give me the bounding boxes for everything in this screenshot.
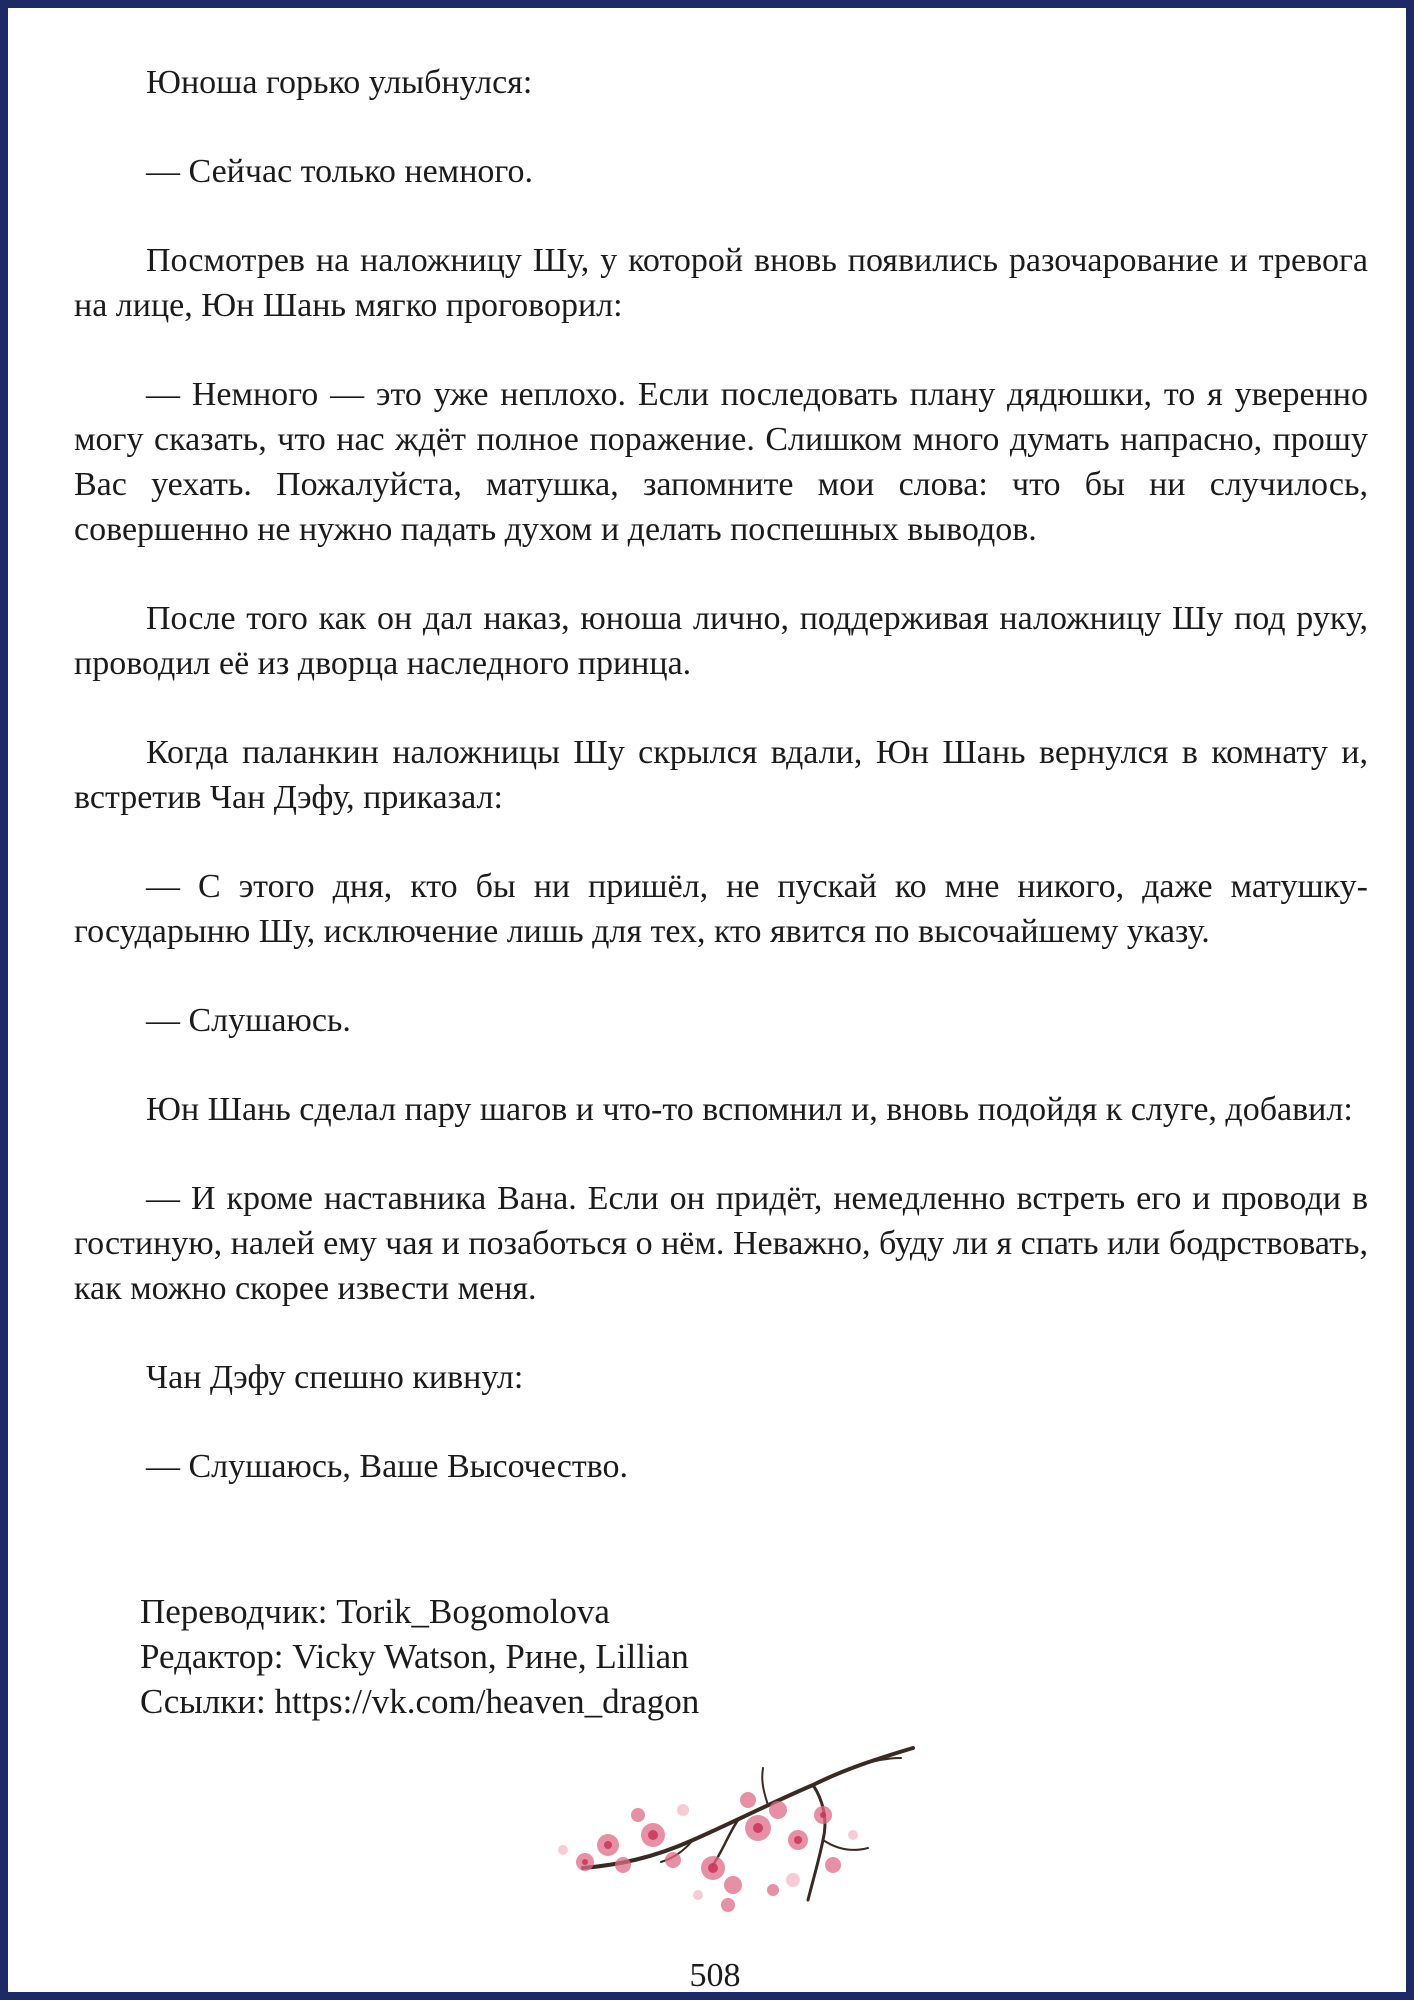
editor-credit: Редактор: Vicky Watson, Рине, Lillian (140, 1637, 689, 1676)
cherry-blossom-branch-icon (523, 1740, 918, 1930)
paragraph: После того как он дал наказ, юноша лично, поддерживая наложницу Шу под руку, проводил её из дворца наследного принца. (74, 600, 1368, 682)
paragraph: — И кроме наставника Вана. Если он придёт, немедленно встреть его и проводи в гостиную, налей ему чая и позаботься о нём. Неважно, буду ли я спать или бодрствовать, как можно скорее извести меня. (74, 1180, 1368, 1307)
paragraph: Когда паланкин наложницы Шу скрылся вдали, Юн Шань вернулся в комнату и, встретив Чан Дэфу, приказал: (74, 734, 1368, 816)
paragraph: — Слушаюсь. (146, 1002, 351, 1039)
links-credit: Ссылки: https://vk.com/heaven_dragon (140, 1682, 700, 1721)
paragraph: Юноша горько улыбнулся: (146, 64, 533, 101)
translator-credit: Переводчик: Torik_Bogomolova (140, 1592, 610, 1631)
paragraph: — Сейчас только немного. (146, 153, 533, 190)
credits-block (140, 1589, 699, 1724)
paragraph: Чан Дэфу спешно кивнул: (146, 1359, 524, 1396)
text-body (74, 60, 1368, 1533)
paragraph: Посмотрев на наложницу Шу, у которой вновь появились разочарование и тревога на лице, Юн Шань мягко проговорил: (74, 242, 1368, 324)
paragraph: Юн Шань сделал пару шагов и что-то вспомнил и, вновь подойдя к слуге, добавил: (146, 1091, 1353, 1128)
paragraph: — С этого дня, кто бы ни пришёл, не пускай ко мне никого, даже матушку-государыню Шу, исключение лишь для тех, кто явится по высочайшему указу. (74, 868, 1368, 950)
paragraph: — Слушаюсь, Ваше Высочество. (146, 1448, 628, 1485)
paragraph: — Немного — это уже неплохо. Если последовать плану дядюшки, то я уверенно могу сказать, что нас ждёт полное поражение. Слишком много думать напрасно, прошу Вас уехать. Пожалуйста, матушка, запомните мои слова: что бы ни случилось, совершенно не нужно падать духом и делать поспешных выводов. (74, 376, 1368, 548)
page-number: 508 (689, 1957, 741, 1994)
